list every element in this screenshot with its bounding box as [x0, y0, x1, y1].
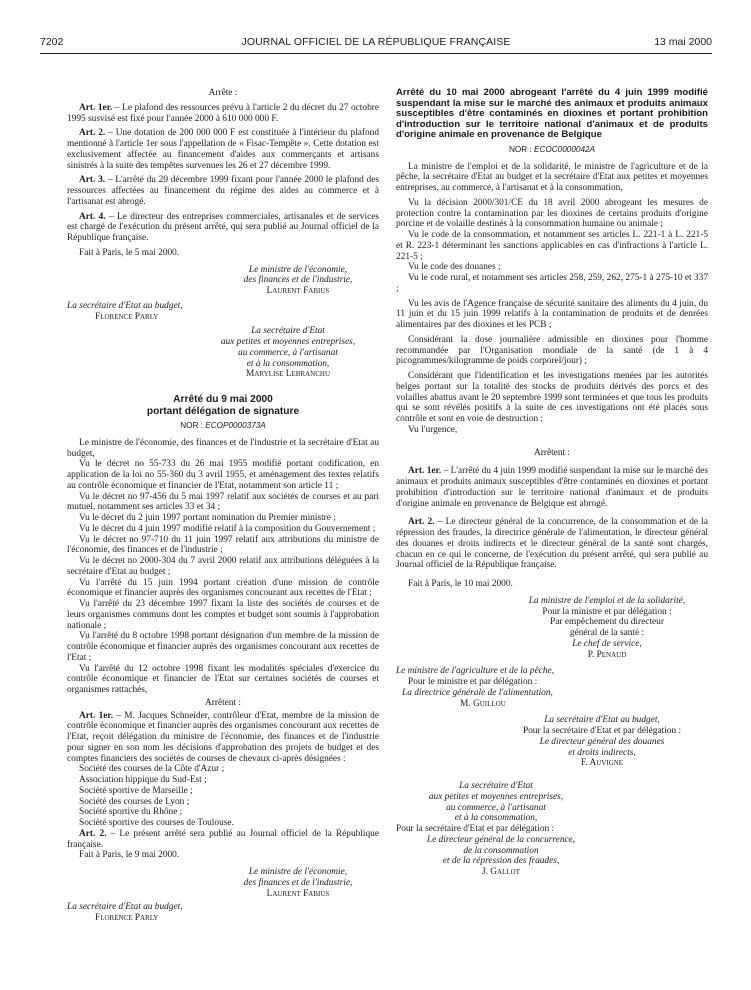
signatory-role: au commerce, à l'artisanat [446, 802, 546, 813]
considerant: Considérant que l'identification et les investigations menées par les autorités belges portant sur la totalité des stocks de produits dérivés des porcs et des volailles abattus avant le 20 septembre 1999 sont terminées et que tous les produits qui se sont révélés positifs à la suite de ces investigations ont été placés sous contrôle et sont en voie de destruction ; [396, 371, 708, 425]
nor-reference [67, 421, 379, 432]
signatory-role: et à la consommation, [454, 813, 538, 824]
signatory-role: Le ministre de l'économie, [248, 867, 348, 877]
signatory-delegation: Pour la secrétaire d'Etat et par délégation : [396, 824, 555, 835]
signatory-delegation: Pour la ministre et par délégation : [542, 606, 672, 617]
signatory-role: aux petites et moyennes entreprises, [220, 337, 356, 347]
article-text: – Le plafond des ressources prévu à l'article 2 du décret du 27 octobre 1995 susvisé est fixé pour l'année 2000 à 610 000 000 F. [67, 102, 380, 124]
visa: Vu l'urgence, [408, 424, 458, 435]
article-text: – Le directeur général de la concurrence, de la consommation et de la répression des fraudes, la directrice générale de l'alimentation, le directeur général des douanes et droits indirects et le directeur général de la santé sont chargés, chacun en ce qui le concerne, de l'exécution du présent arrêté, qui sera publié au Journal officiel de la République française. [396, 517, 708, 571]
article-text: – Le directeur des entreprises commerciales, artisanales et de services est chargé de l'exécution du présent arrêté, qui sera publié au Journal officiel de la République française. [67, 211, 379, 243]
article-1 [396, 466, 708, 509]
arretent-heading: Arrêtent : [204, 697, 242, 708]
article-text: – L'arrêté du 29 décembre 1999 fixant pour l'année 2000 le plafond des ressources affectées au financement du régime des aides au commerce et à l'artisanat est abrogé. [67, 175, 380, 207]
article-label: Art. 2. [79, 128, 106, 139]
list-item: Association hippique du Sud-Est ; [79, 775, 207, 785]
list-item: Société sportive des courses de Toulouse. [79, 818, 234, 828]
signatory-name: Marylise Lebranchu [245, 369, 331, 380]
article-1 [67, 103, 379, 125]
fait-a-paris: Fait à Paris, le 9 mai 2000. [79, 850, 180, 861]
signatory-delegation: général de la santé : [569, 628, 645, 639]
fait-a-paris: Fait à Paris, le 10 mai 2000. [408, 579, 513, 590]
right-column [396, 88, 708, 878]
signatory-role: La secrétaire d'Etat [459, 781, 533, 792]
signatory-role: de la consommation [463, 845, 539, 856]
arretent-heading: Arrêtent : [533, 447, 571, 458]
article-label: Art. 2. [79, 828, 107, 839]
signatory-role: des finances et de l'industrie, [243, 275, 353, 286]
signature-block [67, 867, 379, 924]
signatory-group [396, 781, 596, 824]
visa: Vu la décision 2000/301/CE du 18 avril 2000 abrogeant les mesures de protection contre la contamination par les dioxines de certains produits d'origine porcine et de volaille destinés à la consommation humaine ou animale ; [396, 197, 708, 230]
signatory-group [396, 835, 606, 878]
signatory-role: et de la répression des fraudes, [442, 856, 560, 867]
signature-block [396, 781, 708, 878]
societies-list [67, 764, 379, 829]
signatory-role: Le chef de service, [572, 638, 642, 649]
signatory-delegation: Pour la secrétaire d'Etat et par délégation : [522, 726, 682, 737]
journal-title: JOURNAL OFFICIEL DE LA RÉPUBLIQUE FRANÇAISE [241, 36, 511, 48]
visa: Vu l'arrêté du 23 décembre 1997 fixant la liste des sociétés de courses et de leurs organismes communs dont les comptes et budget sont soumis à l'approbation nationale ; [67, 599, 379, 631]
decree-title-line: portant délégation de signature [146, 405, 300, 417]
visa: Vu le décret du 4 juin 1997 modifié relatif à la composition du Gouvernement ; [79, 523, 376, 534]
signatory-name: Florence Parly [95, 913, 159, 923]
signatory-role: La secrétaire d'Etat au budget, [67, 902, 183, 913]
signature-block [396, 666, 708, 709]
article-1 [67, 711, 379, 765]
visa: Vu le décret no 2000-304 du 7 avril 2000 relatif aux attributions déléguées à la secrétaire d'Etat au budget ; [67, 556, 379, 577]
signatory-role: Le directeur général de la concurrence, [426, 834, 576, 845]
signatory-role: aux petites et moyennes entreprises, [428, 791, 564, 802]
nor-code: ECOC0000042A [534, 144, 596, 154]
article-label: Art. 1er. [408, 466, 442, 477]
article-4 [67, 212, 379, 244]
article-2 [67, 128, 379, 171]
considerant: Considérant la dose journalière admissible en dioxines pour l'homme recommandée par l'Organisation mondiale de la santé (de 1 à 4 picogrammes/kilogramme de poids corporel/jour) ; [396, 334, 708, 367]
signatory-role: La secrétaire d'Etat [251, 326, 325, 337]
list-item: Société des courses de la Côte d'Azur ; [79, 764, 225, 775]
nor-code: ECOP0000373A [205, 421, 266, 430]
decree-title-line: Arrêté du 9 mai 2000 [173, 394, 273, 405]
signatory-delegation: Pour le ministre et par délégation : [408, 677, 538, 688]
signatory-delegation: Par empêchement du directeur [550, 617, 664, 628]
article-label: Art. 1er. [79, 710, 114, 721]
left-column [67, 88, 379, 924]
visa: Vu l'arrêté du 15 juin 1994 portant création d'une mission de contrôle économique et financier auprès des organismes concourant aux recettes de l'Etat ; [67, 577, 379, 599]
page-header [40, 36, 712, 52]
signatory-name: Laurent Fabius [266, 286, 330, 296]
header-rule [40, 53, 712, 54]
signatory-role: et à la consommation, [246, 358, 330, 369]
visa: Vu le décret no 97-456 du 5 mai 1997 relatif aux sociétés de courses et au pari mutuel, notamment ses articles 33 et 34 ; [67, 491, 379, 513]
signatory-name: Laurent Fabius [266, 888, 330, 899]
article-text: – Le présent arrêté sera publié au Journal officiel de la République française. [67, 828, 379, 850]
list-item: Société sportive de Marseille ; [79, 785, 193, 796]
preamble: Le ministre de l'économie, des finances et de l'industrie et la secrétaire d'Etat au budget, [67, 437, 379, 459]
visa: Vu l'arrêté du 12 octobre 1998 fixant les modalités spéciales d'exercice du contrôle économique et financier de l'Etat sur certaines sociétés de courses et organismes rattachés, [67, 663, 379, 695]
visa: Vu le décret no 97-710 du 11 juin 1997 relatif aux attributions du ministre de l'économie, des finances et de l'industrie ; [67, 534, 379, 556]
signature-block [396, 596, 708, 661]
article-text: – L'arrêté du 4 juin 1999 modifié suspendant la mise sur le marché des animaux et produits animaux susceptibles d'être contaminés en dioxines et portant prohibition d'introduction sur le territoire national d'animaux et de produits d'origine animale en provenance de Belgique est abrogé. [396, 466, 709, 509]
signatory-name: J. Gallot [482, 867, 520, 878]
list-item: Société des courses de Lyon ; [79, 796, 190, 807]
visa: Vu le code rural, et notamment ses articles 258, 259, 262, 275-1 à 275-10 et 337 ; [396, 273, 708, 294]
signatory-role: des finances et de l'industrie, [243, 877, 353, 888]
article-label: Art. 2. [408, 517, 435, 528]
signatory-role: au commerce, à l'artisanat [238, 347, 338, 358]
signatory-name: M. Guillou [460, 698, 506, 709]
signature-block [396, 715, 708, 769]
visa: Vu les avis de l'Agence française de sécurité sanitaire des aliments du 4 juin, du 11 juin et du 15 juin 1999 relatifs à la contamination de produits et de denrées alimentaires par des dioxines et les PCB ; [396, 298, 708, 331]
list-item: Société sportive du Rhône ; [79, 807, 183, 818]
signatory-role: et droits indirects, [568, 747, 636, 758]
issue-date: 13 mai 2000 [654, 36, 712, 48]
page-number: 7202 [40, 36, 64, 48]
article-label: Art. 4. [79, 211, 106, 222]
signature-block [67, 265, 379, 381]
article-label: Art. 1er. [79, 102, 113, 113]
signatory-role: La secrétaire d'Etat au budget, [67, 300, 183, 311]
visa: Vu l'arrêté du 8 octobre 1998 portant désignation d'un membre de la mission de contrôle économique et financier auprès des organismes concourant aux recettes de l'Etat ; [67, 631, 379, 663]
nor-label: NOR : [180, 421, 206, 430]
article-3 [67, 175, 379, 207]
signatory-role: Le ministre de l'économie, [248, 264, 348, 275]
signatory-role: Le directeur général des douanes [539, 736, 665, 747]
decree-title: Arrêté du 10 mai 2000 abrogeant l'arrêté du 4 juin 1999 modifié suspendant la mise sur le marché des animaux et produits animaux susceptibles d'être contaminés en dioxines et portant prohibition d'introduction sur le territoire national d'animaux et de produits d'origine animale en provenance de Belgique [396, 87, 708, 141]
visa: Vu le décret du 2 juin 1997 portant nomination du Premier ministre ; [79, 513, 336, 523]
preamble: La ministre de l'emploi et de la solidarité, le ministre de l'agriculture et de la pêche, la secrétaire d'Etat au budget et la secrétaire d'Etat aux petites et moyennes entreprises, au commerce, à l'artisanat et à la consommation, [396, 161, 708, 194]
article-text: – Une dotation de 200 000 000 F est constituée à l'intérieur du plafond mentionné à l'article 1er sous l'appellation de « Fisac-Tempête ». Cette dotation est exclusivement affectée au financement d'aides aux commerçants et artisans sinistrés à la suite des tempêtes survenues les 26 et 27 décembre 1999. [67, 128, 379, 171]
signatory-name: Florence Parly [95, 311, 159, 322]
article-2 [67, 829, 379, 851]
signatory-role: La directrice générale de l'alimentation, [402, 687, 553, 698]
fait-a-paris: Fait à Paris, le 5 mai 2000. [79, 247, 180, 258]
nor-label: NOR : [508, 144, 535, 154]
decree-title [67, 394, 379, 417]
signatory-role: La ministre de l'emploi et de la solidarité, [528, 595, 686, 606]
signatory-name: F. Auvigne [580, 758, 624, 769]
signatory-role: Le ministre de l'agriculture et de la pêche, [396, 666, 555, 677]
article-text: – M. Jacques Schneider, contrôleur d'Etat, membre de la mission de contrôle économique et financier auprès des organismes concourant aux recettes de l'Etat, reçoit délégation du ministre de l'économie, des finances et de l'industrie pour signer en son nom les décisions d'approbation des projets de budget et des comptes financiers des sociétés de courses de chevaux ci-après désignées : [67, 710, 379, 764]
visa: Vu le code de la consommation, et notamment ses articles L. 221-1 à L. 221-5 et R. 223-1 déterminant les sanctions applicables en cas d'infractions à l'article L. 221-5 ; [396, 230, 708, 262]
signatory-name: P. Penaud [587, 649, 627, 660]
article-2 [396, 517, 708, 571]
visa: Vu le code des douanes ; [408, 262, 501, 273]
visa: Vu le décret no 55-733 du 26 mai 1955 modifié portant codification, en application de la loi no 55-360 du 3 avril 1955, et aménagement des textes relatifs au contrôle économique et financier de l'Etat, notamment son article 11 ; [67, 459, 379, 491]
article-label: Art. 3. [79, 175, 106, 186]
arrete-heading: Arrête : [208, 88, 238, 98]
nor-reference [396, 145, 708, 156]
signatory-role: La secrétaire d'Etat au budget, [544, 715, 660, 726]
